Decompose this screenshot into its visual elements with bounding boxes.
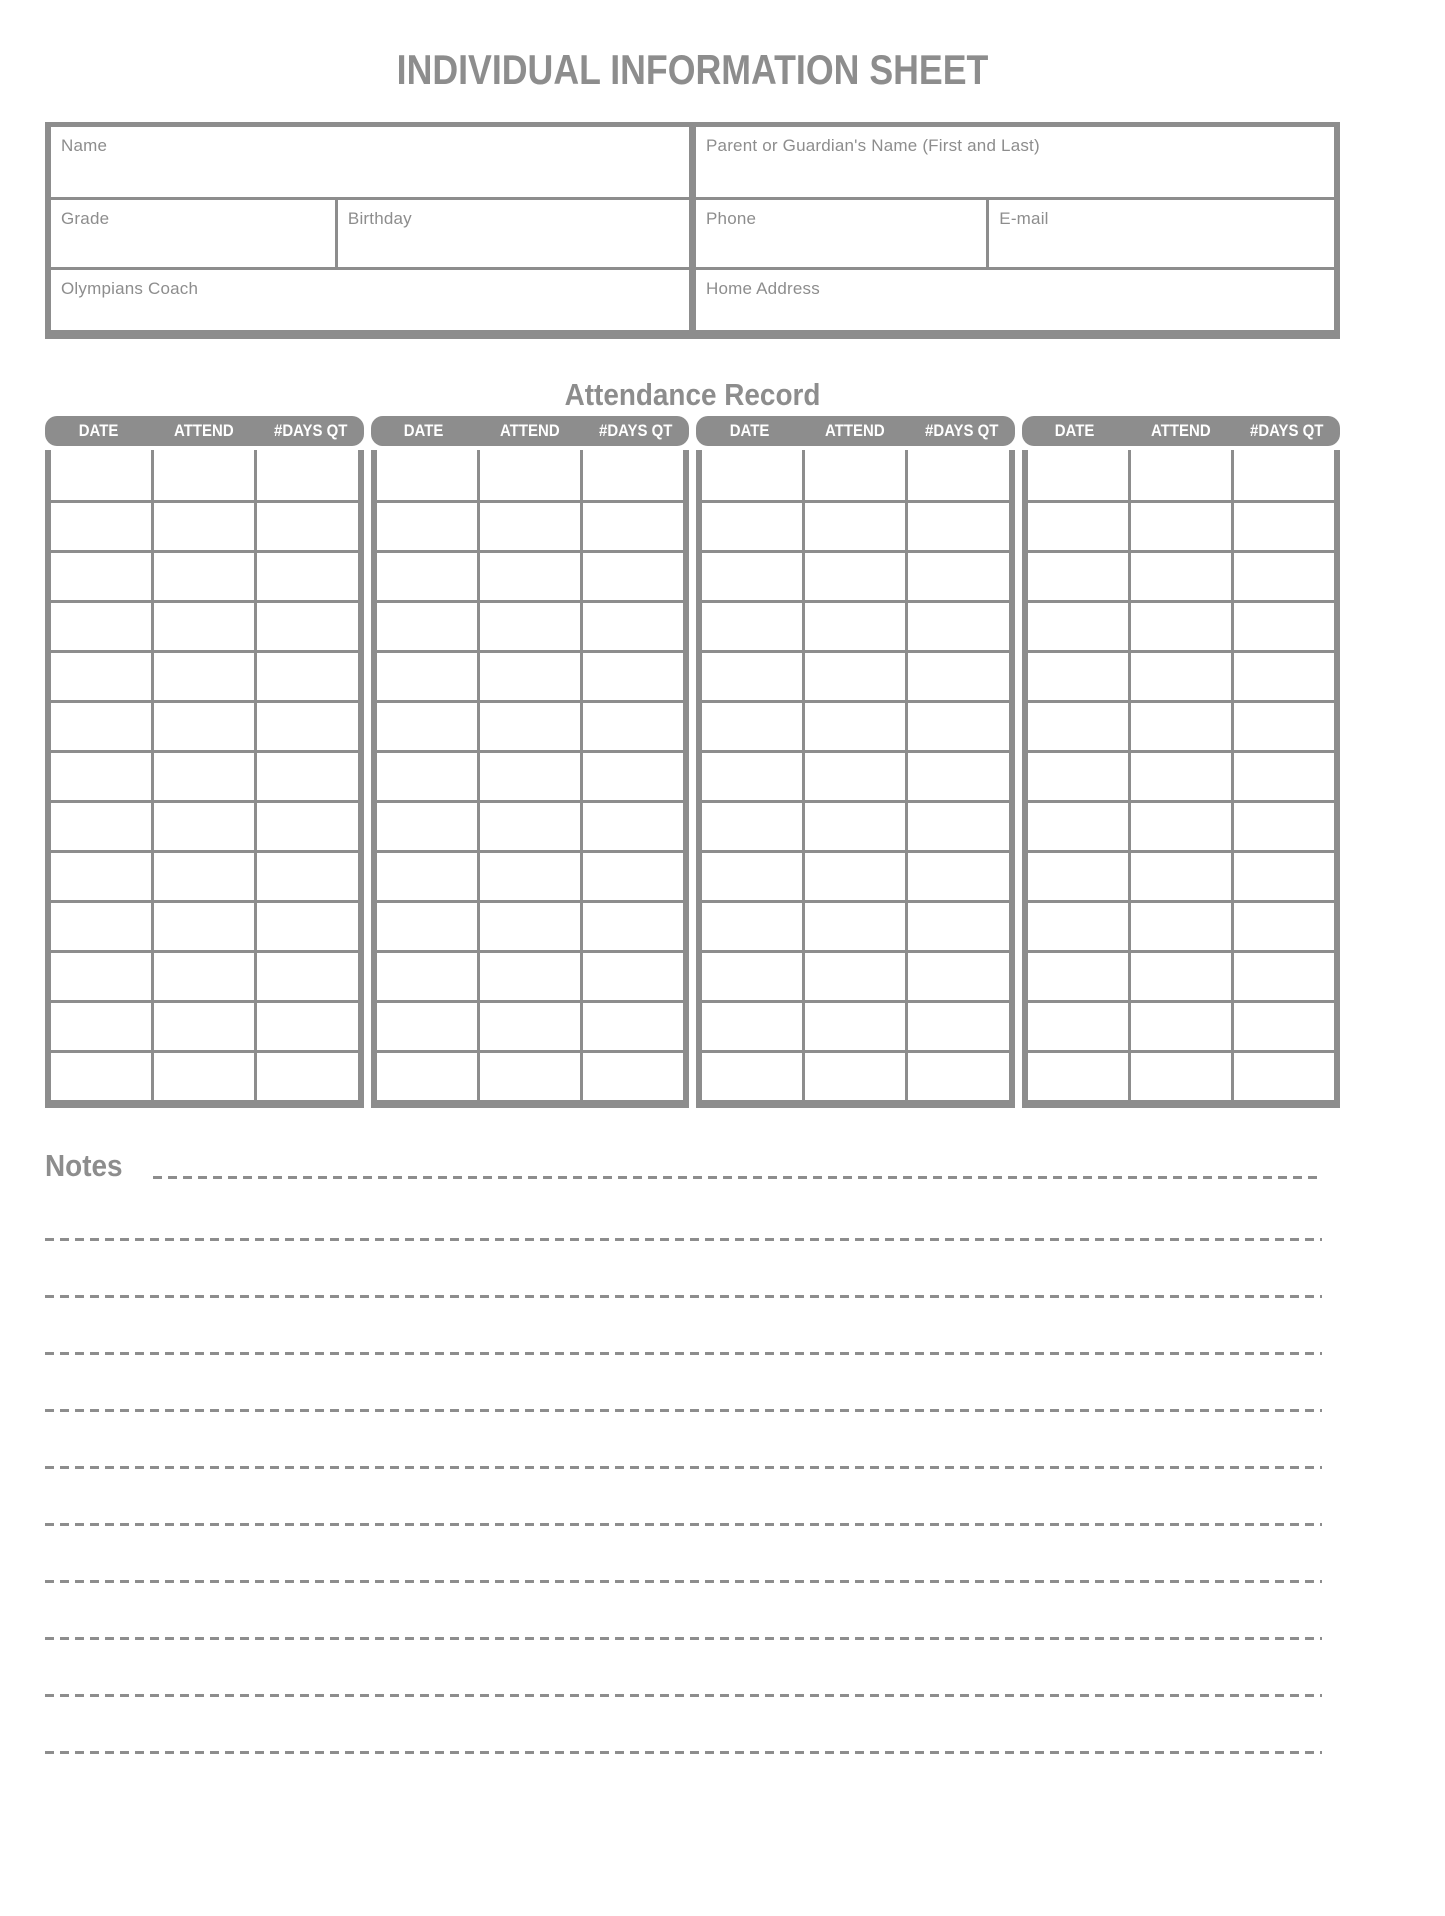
form-row-1-left — [51, 127, 689, 197]
attendance-cell[interactable] — [1128, 853, 1231, 900]
notes-line[interactable] — [45, 1466, 1322, 1469]
email-field[interactable] — [986, 200, 1334, 267]
attendance-cell[interactable] — [1128, 1003, 1231, 1050]
column-header-attend — [1128, 421, 1234, 441]
attendance-row — [1028, 550, 1335, 600]
attendance-cell[interactable] — [151, 1053, 254, 1100]
attendance-cell[interactable] — [151, 553, 254, 600]
attendance-cell[interactable] — [477, 450, 580, 500]
attendance-row — [377, 750, 684, 800]
attendance-cell[interactable] — [802, 503, 905, 550]
attendance-cell[interactable] — [1231, 553, 1334, 600]
attendance-cell[interactable] — [702, 653, 802, 700]
attendance-row — [51, 800, 358, 850]
column-header-date — [371, 421, 477, 441]
attendance-cell[interactable] — [702, 853, 802, 900]
attendance-cell[interactable] — [802, 753, 905, 800]
form-row-3-right — [689, 270, 1334, 330]
attendance-cell[interactable] — [702, 903, 802, 950]
attendance-row — [51, 750, 358, 800]
attendance-row — [702, 950, 1009, 1000]
notes-line[interactable] — [153, 1176, 1322, 1179]
attendance-cell[interactable] — [802, 903, 905, 950]
attendance-cell[interactable] — [905, 553, 1008, 600]
attendance-cell[interactable] — [254, 1053, 357, 1100]
attendance-cell[interactable] — [702, 503, 802, 550]
attendance-cell[interactable] — [905, 953, 1008, 1000]
attendance-row — [1028, 450, 1335, 500]
attendance-cell[interactable] — [802, 553, 905, 600]
attendance-cell[interactable] — [477, 753, 580, 800]
attendance-cell[interactable] — [1231, 953, 1334, 1000]
attendance-cell[interactable] — [1028, 603, 1128, 650]
attendance-cell[interactable] — [151, 653, 254, 700]
attendance-row — [702, 550, 1009, 600]
attendance-row — [377, 700, 684, 750]
attendance-cell[interactable] — [1128, 903, 1231, 950]
attendance-cell[interactable] — [802, 853, 905, 900]
attendance-cell[interactable] — [254, 503, 357, 550]
attendance-row — [377, 850, 684, 900]
attendance-cell[interactable] — [377, 903, 477, 950]
name-field[interactable] — [51, 127, 689, 197]
attendance-cell[interactable] — [580, 653, 683, 700]
attendance-cell[interactable] — [51, 653, 151, 700]
attendance-cell[interactable] — [477, 803, 580, 850]
attendance-row — [51, 450, 358, 500]
attendance-row — [51, 650, 358, 700]
attendance-group — [1022, 416, 1341, 1108]
attendance-cell[interactable] — [1128, 603, 1231, 650]
attendance-cell[interactable] — [151, 753, 254, 800]
sheet-content — [45, 46, 1340, 1754]
column-header-label: #DAYS QT — [1250, 421, 1324, 440]
attendance-row — [1028, 1050, 1335, 1100]
attendance-cell[interactable] — [151, 953, 254, 1000]
attendance-cell[interactable] — [151, 603, 254, 650]
column-header-date — [696, 421, 802, 441]
attendance-cell[interactable] — [1128, 553, 1231, 600]
attendance-cell[interactable] — [802, 703, 905, 750]
attendance-cell[interactable] — [1231, 603, 1334, 650]
attendance-cell[interactable] — [580, 753, 683, 800]
info-form — [45, 122, 1340, 339]
attendance-row — [51, 900, 358, 950]
attendance-cell[interactable] — [377, 653, 477, 700]
attendance-cell[interactable] — [151, 1003, 254, 1050]
form-row-1 — [51, 127, 1334, 197]
attendance-cell[interactable] — [477, 553, 580, 600]
attendance-cell[interactable] — [51, 503, 151, 550]
notes-heading-row — [45, 1148, 1340, 1184]
attendance-cell[interactable] — [580, 1003, 683, 1050]
attendance-cell[interactable] — [702, 703, 802, 750]
attendance-cell[interactable] — [905, 803, 1008, 850]
attendance-cell[interactable] — [702, 953, 802, 1000]
attendance-row — [377, 600, 684, 650]
attendance-row — [1028, 750, 1335, 800]
attendance-cell[interactable] — [580, 503, 683, 550]
attendance-cell[interactable] — [702, 803, 802, 850]
attendance-row — [1028, 500, 1335, 550]
column-header-label: #DAYS QT — [599, 421, 673, 440]
form-row-1-right — [689, 127, 1334, 197]
attendance-cell[interactable] — [1231, 703, 1334, 750]
column-header-date — [45, 421, 151, 441]
attendance-cell[interactable] — [477, 703, 580, 750]
attendance-group — [371, 416, 690, 1108]
attendance-cell[interactable] — [1128, 1053, 1231, 1100]
attendance-row — [1028, 850, 1335, 900]
notes-line[interactable] — [45, 1238, 1322, 1241]
attendance-cell[interactable] — [905, 703, 1008, 750]
attendance-row — [51, 700, 358, 750]
form-row-2 — [51, 197, 1334, 267]
attendance-grid — [371, 450, 690, 1108]
attendance-cell[interactable] — [1028, 1053, 1128, 1100]
attendance-cell[interactable] — [1028, 703, 1128, 750]
attendance-cell[interactable] — [802, 1053, 905, 1100]
attendance-cell[interactable] — [802, 803, 905, 850]
attendance-row — [51, 950, 358, 1000]
attendance-row — [702, 700, 1009, 750]
attendance-cell[interactable] — [1231, 753, 1334, 800]
attendance-group — [45, 416, 364, 1108]
grade-field[interactable] — [51, 200, 335, 267]
attendance-cell[interactable] — [905, 1053, 1008, 1100]
attendance-cell[interactable] — [580, 603, 683, 650]
attendance-row — [1028, 950, 1335, 1000]
notes-line[interactable] — [45, 1637, 1322, 1640]
attendance-cell[interactable] — [254, 753, 357, 800]
attendance-cell[interactable] — [1231, 653, 1334, 700]
attendance-cell[interactable] — [51, 803, 151, 850]
attendance-cell[interactable] — [1028, 853, 1128, 900]
attendance-cell[interactable] — [1231, 503, 1334, 550]
attendance-record-table — [45, 416, 1340, 1108]
attendance-row — [702, 450, 1009, 500]
attendance-cell[interactable] — [254, 653, 357, 700]
form-row-3 — [51, 267, 1334, 330]
attendance-cell[interactable] — [702, 1003, 802, 1050]
parent-name-field[interactable] — [696, 127, 1334, 197]
attendance-row — [51, 1000, 358, 1050]
notes-heading: Notes — [45, 1148, 123, 1183]
attendance-cell[interactable] — [377, 853, 477, 900]
attendance-cell[interactable] — [254, 450, 357, 500]
attendance-cell[interactable] — [254, 803, 357, 850]
attendance-cell[interactable] — [702, 1053, 802, 1100]
attendance-cell[interactable] — [702, 753, 802, 800]
notes-line[interactable] — [45, 1523, 1322, 1526]
attendance-row — [702, 500, 1009, 550]
column-header-days-qt — [257, 421, 363, 441]
attendance-row — [702, 750, 1009, 800]
attendance-cell[interactable] — [702, 553, 802, 600]
phone-field-label: Phone — [706, 209, 757, 228]
column-header-label: ATTEND — [1150, 421, 1211, 440]
column-header-days-qt — [908, 421, 1014, 441]
form-row-2-left — [51, 200, 689, 267]
attendance-cell[interactable] — [477, 953, 580, 1000]
attendance-row — [51, 550, 358, 600]
attendance-row — [377, 1000, 684, 1050]
attendance-cell[interactable] — [51, 853, 151, 900]
attendance-cell[interactable] — [1028, 503, 1128, 550]
attendance-cell[interactable] — [1128, 703, 1231, 750]
attendance-cell[interactable] — [151, 503, 254, 550]
attendance-cell[interactable] — [1028, 653, 1128, 700]
attendance-cell[interactable] — [905, 1003, 1008, 1050]
attendance-cell[interactable] — [51, 953, 151, 1000]
attendance-cell[interactable] — [377, 1053, 477, 1100]
attendance-cell[interactable] — [1028, 803, 1128, 850]
notes-line[interactable] — [45, 1409, 1322, 1412]
attendance-record-heading: Attendance Record — [564, 377, 821, 412]
attendance-cell[interactable] — [1028, 553, 1128, 600]
attendance-cell[interactable] — [254, 703, 357, 750]
attendance-row — [377, 900, 684, 950]
attendance-cell[interactable] — [151, 803, 254, 850]
column-header-label: DATE — [403, 421, 444, 440]
coach-field[interactable] — [51, 270, 689, 330]
phone-field[interactable] — [696, 200, 986, 267]
attendance-row — [377, 500, 684, 550]
attendance-cell[interactable] — [905, 753, 1008, 800]
attendance-cell[interactable] — [580, 1053, 683, 1100]
column-header-label: ATTEND — [499, 421, 560, 440]
notes-line[interactable] — [45, 1295, 1322, 1298]
attendance-cell[interactable] — [905, 603, 1008, 650]
attendance-cell[interactable] — [802, 653, 905, 700]
attendance-row — [51, 500, 358, 550]
attendance-row — [702, 650, 1009, 700]
attendance-cell[interactable] — [1028, 1003, 1128, 1050]
attendance-cell[interactable] — [477, 903, 580, 950]
notes-lines — [45, 1238, 1340, 1754]
email-field-label: E-mail — [999, 209, 1049, 228]
attendance-row — [51, 1050, 358, 1100]
attendance-cell[interactable] — [1128, 653, 1231, 700]
coach-field-label: Olympians Coach — [61, 279, 199, 298]
attendance-row — [702, 850, 1009, 900]
column-header-label: DATE — [1054, 421, 1095, 440]
attendance-row — [702, 1050, 1009, 1100]
name-field-label: Name — [61, 136, 108, 155]
attendance-row — [51, 600, 358, 650]
notes-line[interactable] — [45, 1352, 1322, 1355]
column-header-attend — [477, 421, 583, 441]
attendance-cell[interactable] — [802, 603, 905, 650]
home-address-field[interactable] — [696, 270, 1334, 330]
column-header-date — [1022, 421, 1128, 441]
attendance-cell[interactable] — [580, 853, 683, 900]
attendance-cell[interactable] — [51, 703, 151, 750]
attendance-row — [1028, 600, 1335, 650]
attendance-row — [702, 1000, 1009, 1050]
attendance-cell[interactable] — [377, 703, 477, 750]
attendance-cell[interactable] — [702, 450, 802, 500]
column-header-label: ATTEND — [174, 421, 235, 440]
attendance-cell[interactable] — [580, 703, 683, 750]
attendance-cell[interactable] — [580, 553, 683, 600]
notes-line[interactable] — [45, 1580, 1322, 1583]
form-row-3-left — [51, 270, 689, 330]
attendance-cell[interactable] — [580, 903, 683, 950]
attendance-grid — [45, 450, 364, 1108]
attendance-cell[interactable] — [1128, 803, 1231, 850]
attendance-cell[interactable] — [51, 903, 151, 950]
attendance-cell[interactable] — [377, 603, 477, 650]
attendance-cell[interactable] — [477, 1003, 580, 1050]
attendance-cell[interactable] — [1231, 1003, 1334, 1050]
attendance-cell[interactable] — [802, 953, 905, 1000]
attendance-cell[interactable] — [477, 503, 580, 550]
column-header-days-qt — [1234, 421, 1340, 441]
attendance-cell[interactable] — [477, 653, 580, 700]
notes-line[interactable] — [45, 1751, 1322, 1754]
attendance-header-bar — [1022, 416, 1341, 446]
attendance-cell[interactable] — [254, 553, 357, 600]
attendance-cell[interactable] — [51, 553, 151, 600]
attendance-row — [702, 900, 1009, 950]
attendance-cell[interactable] — [377, 1003, 477, 1050]
attendance-cell[interactable] — [377, 803, 477, 850]
attendance-row — [1028, 800, 1335, 850]
attendance-cell[interactable] — [905, 903, 1008, 950]
attendance-cell[interactable] — [151, 903, 254, 950]
attendance-row — [377, 1050, 684, 1100]
attendance-cell[interactable] — [1028, 903, 1128, 950]
attendance-cell[interactable] — [1231, 450, 1334, 500]
attendance-cell[interactable] — [702, 603, 802, 650]
attendance-row — [1028, 650, 1335, 700]
attendance-grid — [696, 450, 1015, 1108]
attendance-cell[interactable] — [1128, 953, 1231, 1000]
attendance-group — [696, 416, 1015, 1108]
attendance-cell[interactable] — [51, 1053, 151, 1100]
column-header-label: #DAYS QT — [273, 421, 348, 440]
attendance-cell[interactable] — [802, 450, 905, 500]
attendance-cell[interactable] — [905, 503, 1008, 550]
attendance-cell[interactable] — [905, 450, 1008, 500]
attendance-cell[interactable] — [1128, 450, 1231, 500]
attendance-row — [377, 650, 684, 700]
attendance-cell[interactable] — [477, 603, 580, 650]
attendance-cell[interactable] — [254, 953, 357, 1000]
attendance-cell[interactable] — [151, 853, 254, 900]
attendance-cell[interactable] — [254, 853, 357, 900]
attendance-cell[interactable] — [1028, 753, 1128, 800]
attendance-cell[interactable] — [254, 603, 357, 650]
attendance-cell[interactable] — [151, 450, 254, 500]
column-header-days-qt — [583, 421, 689, 441]
attendance-row — [1028, 700, 1335, 750]
attendance-cell[interactable] — [1128, 753, 1231, 800]
individual-information-sheet-page — [0, 46, 1445, 1916]
attendance-cell[interactable] — [51, 753, 151, 800]
attendance-cell[interactable] — [1028, 450, 1128, 500]
birthday-field[interactable] — [335, 200, 689, 267]
attendance-cell[interactable] — [51, 603, 151, 650]
parent-name-field-label: Parent or Guardian's Name (First and Last) — [706, 136, 1040, 155]
form-row-2-right — [689, 200, 1334, 267]
grade-field-label: Grade — [61, 209, 110, 228]
attendance-cell[interactable] — [477, 853, 580, 900]
attendance-row — [702, 600, 1009, 650]
attendance-row — [1028, 900, 1335, 950]
attendance-row — [377, 950, 684, 1000]
column-header-label: ATTEND — [825, 421, 886, 440]
attendance-cell[interactable] — [377, 503, 477, 550]
attendance-cell[interactable] — [580, 953, 683, 1000]
attendance-grid — [1022, 450, 1341, 1108]
attendance-cell[interactable] — [1231, 1053, 1334, 1100]
column-header-attend — [151, 421, 257, 441]
attendance-cell[interactable] — [254, 1003, 357, 1050]
home-address-field-label: Home Address — [706, 279, 820, 298]
column-header-label: DATE — [78, 421, 118, 440]
attendance-header-bar — [696, 416, 1015, 446]
attendance-row — [377, 450, 684, 500]
attendance-cell[interactable] — [377, 450, 477, 500]
attendance-row — [1028, 1000, 1335, 1050]
attendance-header-bar — [45, 416, 364, 446]
birthday-field-label: Birthday — [347, 209, 412, 228]
attendance-cell[interactable] — [1231, 803, 1334, 850]
attendance-cell[interactable] — [151, 703, 254, 750]
page-title: INDIVIDUAL INFORMATION SHEET — [396, 46, 989, 93]
attendance-cell[interactable] — [905, 853, 1008, 900]
attendance-header-bar — [371, 416, 690, 446]
column-header-label: #DAYS QT — [924, 421, 999, 440]
attendance-cell[interactable] — [1028, 953, 1128, 1000]
attendance-cell[interactable] — [254, 903, 357, 950]
column-header-attend — [802, 421, 908, 441]
attendance-cell[interactable] — [580, 803, 683, 850]
attendance-cell[interactable] — [1128, 503, 1231, 550]
attendance-cell[interactable] — [1231, 853, 1334, 900]
attendance-cell[interactable] — [1231, 903, 1334, 950]
attendance-cell[interactable] — [802, 1003, 905, 1050]
attendance-cell[interactable] — [580, 450, 683, 500]
attendance-row — [377, 800, 684, 850]
attendance-cell[interactable] — [51, 450, 151, 500]
attendance-cell[interactable] — [51, 1003, 151, 1050]
attendance-cell[interactable] — [477, 1053, 580, 1100]
attendance-row — [702, 800, 1009, 850]
column-header-label: DATE — [729, 421, 769, 440]
attendance-cell[interactable] — [377, 553, 477, 600]
attendance-row — [51, 850, 358, 900]
notes-line[interactable] — [45, 1694, 1322, 1697]
attendance-cell[interactable] — [905, 653, 1008, 700]
attendance-cell[interactable] — [377, 753, 477, 800]
attendance-cell[interactable] — [377, 953, 477, 1000]
attendance-row — [377, 550, 684, 600]
